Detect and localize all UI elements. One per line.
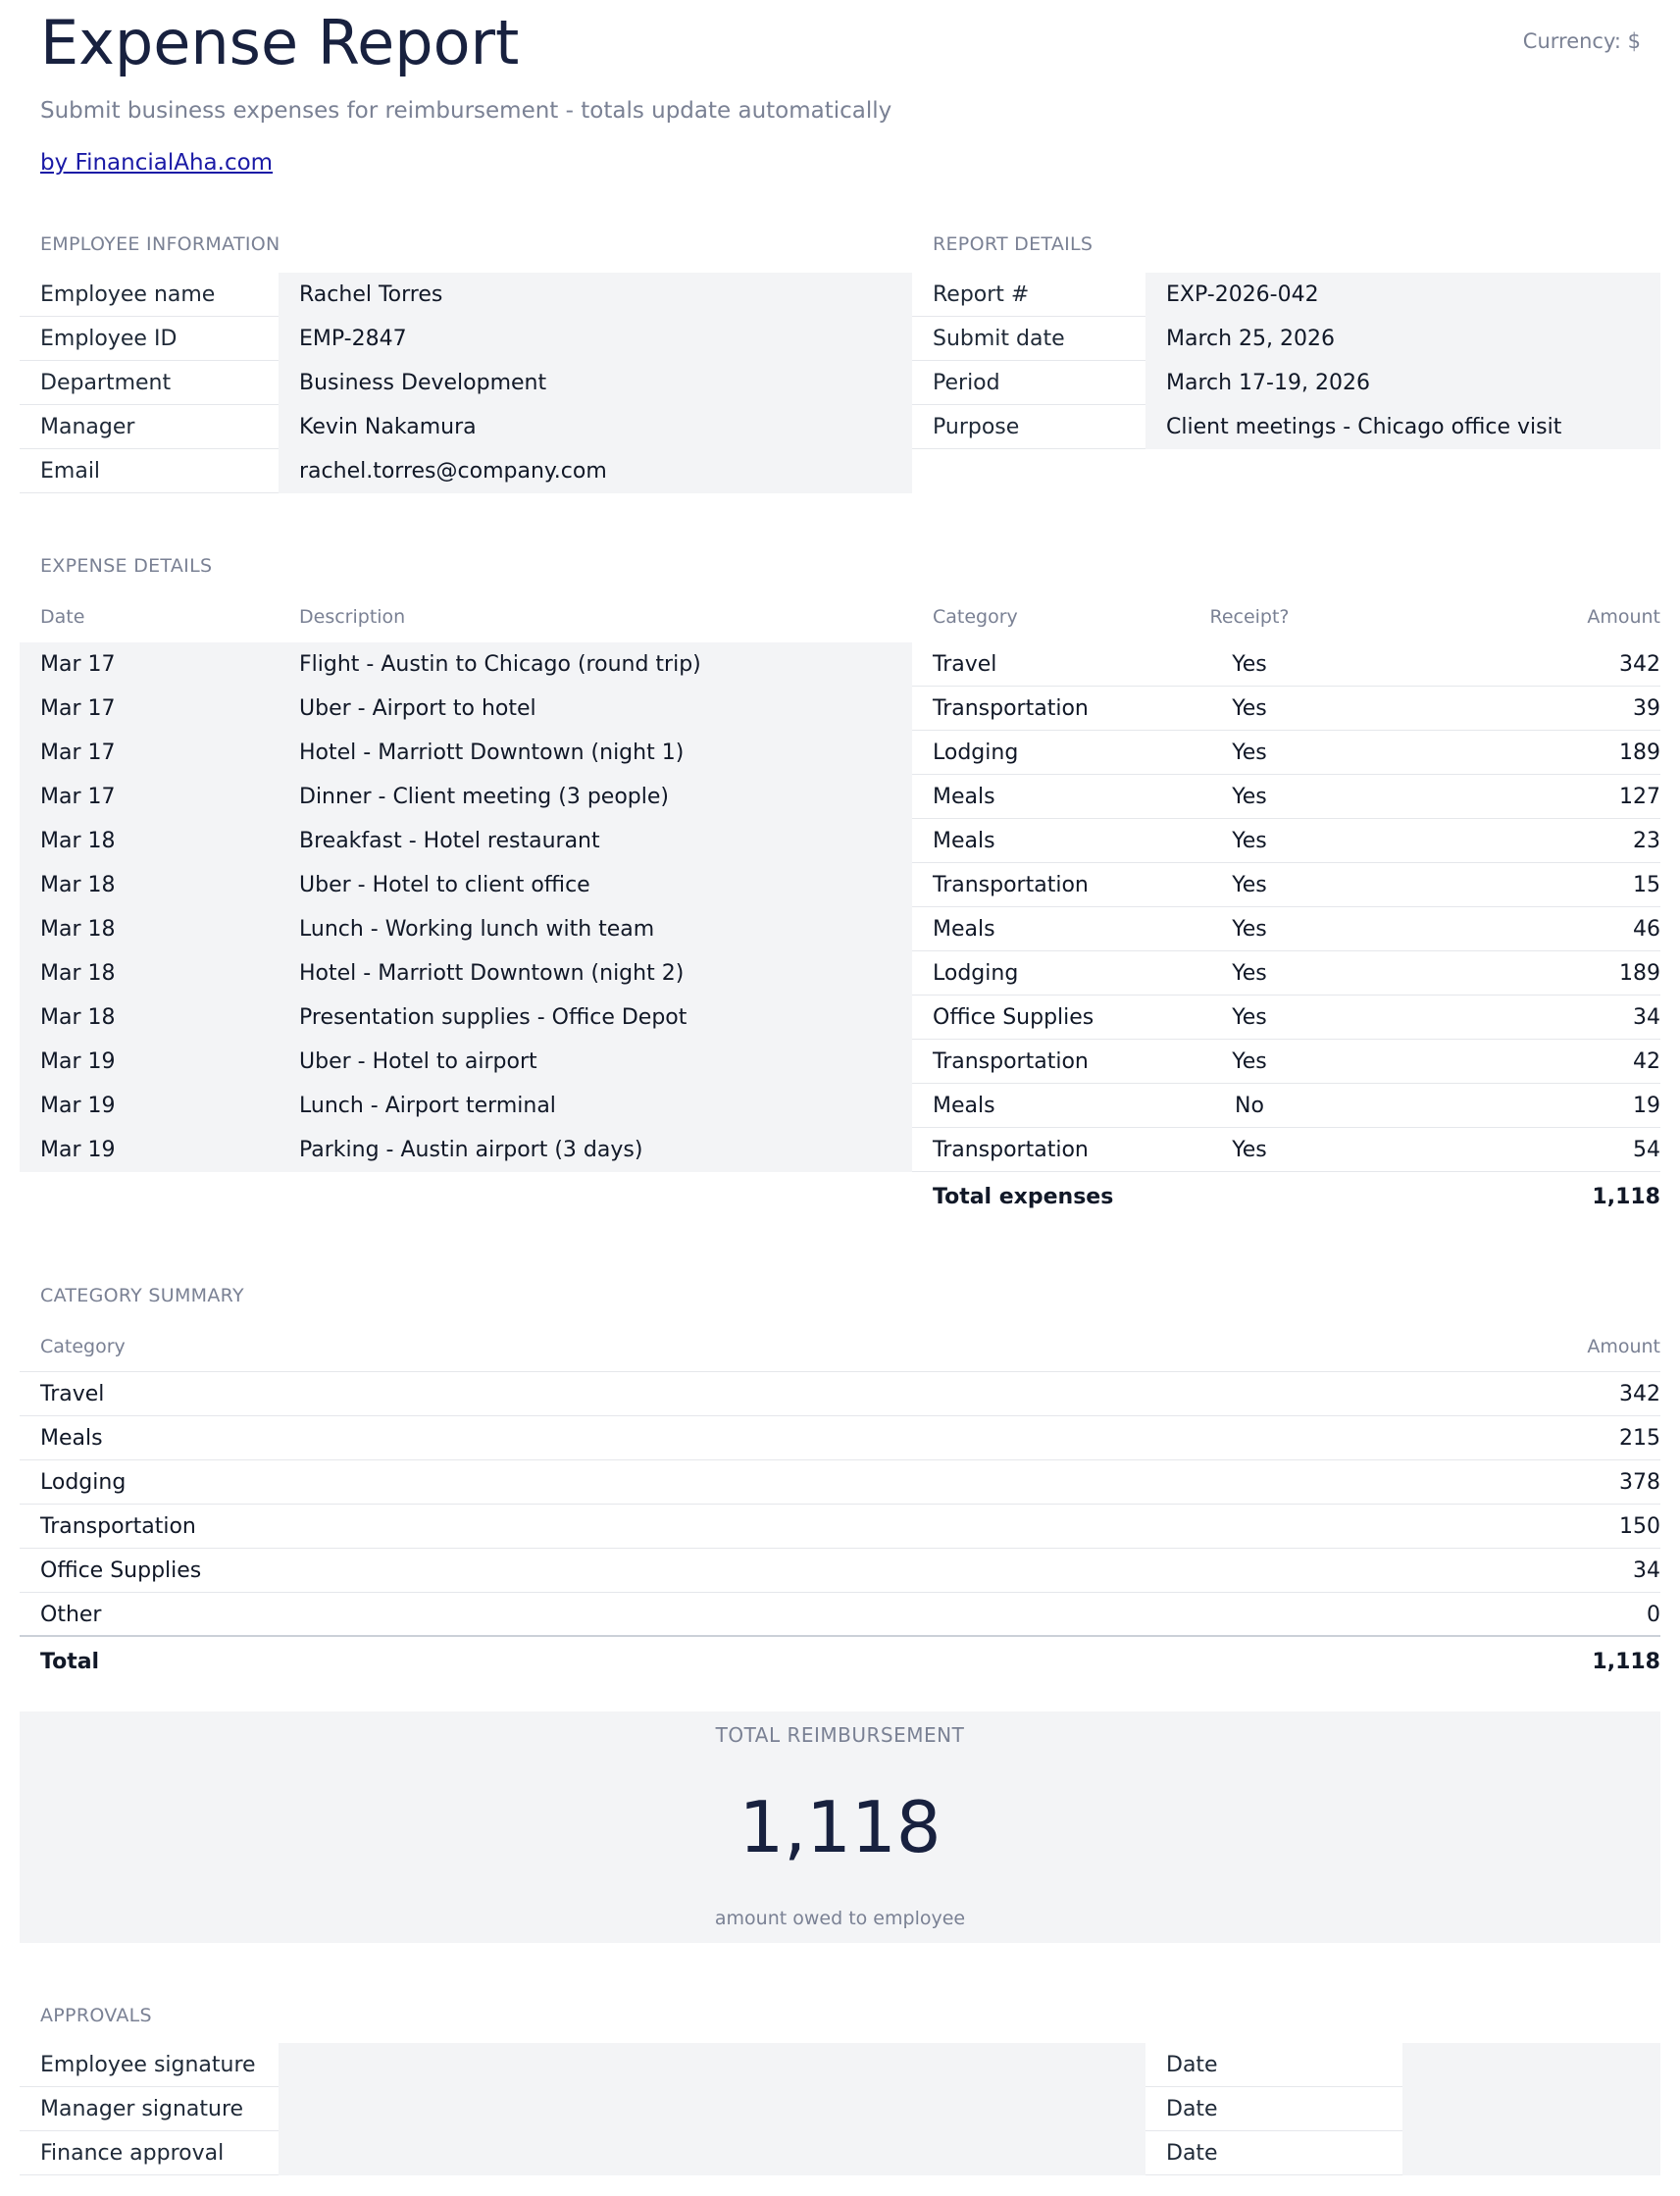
summary-row (20, 1460, 1660, 1505)
expense-description-cell[interactable]: Uber - Hotel to airport (279, 1040, 912, 1084)
currency-indicator: Currency: $ (1522, 29, 1641, 53)
expense-category-cell[interactable]: Meals (912, 1084, 1145, 1128)
expense-row (20, 863, 1660, 907)
expense-category-cell[interactable]: Office Supplies (912, 996, 1145, 1040)
expense-receipt-cell[interactable]: Yes (1145, 1128, 1353, 1172)
expense-date-cell[interactable]: Mar 18 (20, 996, 279, 1040)
employee-signature-field[interactable] (279, 2043, 1145, 2087)
section-category-summary: CATEGORY SUMMARY (40, 1285, 244, 1306)
manager-row (20, 405, 912, 449)
total-reimbursement-card (20, 1711, 1660, 1943)
expense-total-row (20, 1172, 1660, 1223)
section-approvals: APPROVALS (40, 2005, 152, 2026)
expense-description-cell[interactable]: Lunch - Airport terminal (279, 1084, 912, 1128)
submit-date-field[interactable]: March 25, 2026 (1145, 317, 1660, 361)
reimbursement-amount: 1,118 (738, 1786, 942, 1868)
expense-receipt-cell[interactable]: Yes (1145, 642, 1353, 687)
expense-receipt-cell[interactable]: No (1145, 1084, 1353, 1128)
approval-row-finance (20, 2131, 1660, 2175)
section-expense-details: EXPENSE DETAILS (40, 555, 213, 577)
field-label: Email (20, 449, 279, 493)
department-row (20, 361, 912, 405)
field-label: Period (912, 361, 1145, 405)
expense-row (20, 687, 1660, 731)
expense-description-cell[interactable]: Dinner - Client meeting (3 people) (279, 775, 912, 819)
expense-row (20, 996, 1660, 1040)
expense-description-cell[interactable]: Presentation supplies - Office Depot (279, 996, 912, 1040)
page-title: Expense Report (40, 7, 520, 78)
report-details-table (912, 273, 1660, 449)
expense-row (20, 731, 1660, 775)
summary-category-cell: Other (40, 1603, 102, 1627)
manager-signature-field[interactable] (279, 2087, 1145, 2131)
email-field[interactable]: rachel.torres@company.com (279, 449, 912, 493)
summary-amount-cell: 342 (1619, 1382, 1660, 1406)
expense-row (20, 907, 1660, 951)
expense-category-cell[interactable]: Travel (912, 642, 1145, 687)
employee-name-field[interactable]: Rachel Torres (279, 273, 912, 317)
summary-category-cell: Transportation (40, 1514, 196, 1539)
field-label: Purpose (912, 405, 1145, 449)
summary-row (20, 1372, 1660, 1416)
summary-row (20, 1416, 1660, 1460)
expense-category-cell[interactable]: Lodging (912, 731, 1145, 775)
expense-category-cell[interactable]: Lodging (912, 951, 1145, 996)
expense-amount-cell[interactable]: 42 (1353, 1040, 1660, 1084)
field-label: Employee name (20, 273, 279, 317)
expense-description-cell[interactable]: Hotel - Marriott Downtown (night 1) (279, 731, 912, 775)
summary-row (20, 1549, 1660, 1593)
expense-date-cell[interactable]: Mar 18 (20, 819, 279, 863)
expense-category-cell[interactable]: Transportation (912, 687, 1145, 731)
summary-amount-cell: 34 (1633, 1558, 1660, 1583)
summary-rows (20, 1372, 1660, 1637)
expense-date-cell[interactable]: Mar 19 (20, 1084, 279, 1128)
summary-total-row (20, 1637, 1660, 1688)
approval-label: Finance approval (20, 2131, 279, 2175)
summary-category-cell: Lodging (40, 1470, 127, 1495)
submit-date-row (912, 317, 1660, 361)
expense-amount-cell[interactable]: 46 (1353, 907, 1660, 951)
manager-signature-date-field[interactable] (1402, 2087, 1660, 2131)
expense-amount-cell[interactable]: 23 (1353, 819, 1660, 863)
summary-category-cell: Office Supplies (40, 1558, 202, 1583)
expense-receipt-cell[interactable]: Yes (1145, 907, 1353, 951)
expense-row (20, 1084, 1660, 1128)
summary-row (20, 1505, 1660, 1549)
category-summary-table (20, 1321, 1660, 1688)
employee-id-row (20, 317, 912, 361)
expense-date-cell[interactable]: Mar 17 (20, 642, 279, 687)
summary-amount-cell: 215 (1619, 1426, 1660, 1451)
date-label: Date (1145, 2043, 1402, 2087)
expense-receipt-cell[interactable]: Yes (1145, 1040, 1353, 1084)
expense-description-cell[interactable]: Flight - Austin to Chicago (round trip) (279, 642, 912, 687)
expense-date-cell[interactable]: Mar 17 (20, 687, 279, 731)
expense-amount-cell[interactable]: 34 (1353, 996, 1660, 1040)
summary-row (20, 1593, 1660, 1637)
finance-approval-date-field[interactable] (1402, 2131, 1660, 2175)
approvals-table (20, 2043, 1660, 2175)
expense-description-cell[interactable]: Breakfast - Hotel restaurant (279, 819, 912, 863)
expense-amount-cell[interactable]: 54 (1353, 1128, 1660, 1172)
expense-row (20, 775, 1660, 819)
expense-category-cell[interactable]: Transportation (912, 1040, 1145, 1084)
expense-row (20, 642, 1660, 687)
expense-rows (20, 642, 1660, 1172)
total-expenses-label: Total expenses (933, 1185, 1114, 1209)
expense-table-header (20, 591, 1660, 642)
report-number-row (912, 273, 1660, 317)
column-header-category: Category (40, 1336, 126, 1357)
expense-date-cell[interactable]: Mar 19 (20, 1128, 279, 1172)
period-field[interactable]: March 17-19, 2026 (1145, 361, 1660, 405)
field-label: Report # (912, 273, 1145, 317)
expense-description-cell[interactable]: Parking - Austin airport (3 days) (279, 1128, 912, 1172)
employee-id-field[interactable]: EMP-2847 (279, 317, 912, 361)
summary-total-value: 1,118 (1592, 1650, 1660, 1674)
column-header-description: Description (299, 606, 406, 628)
expense-amount-cell[interactable]: 189 (1353, 731, 1660, 775)
expense-category-cell[interactable]: Meals (912, 775, 1145, 819)
expense-amount-cell[interactable]: 39 (1353, 687, 1660, 731)
expense-table (20, 591, 1660, 1223)
section-employee-information: EMPLOYEE INFORMATION (40, 233, 280, 255)
field-label: Department (20, 361, 279, 405)
expense-row (20, 819, 1660, 863)
field-label: Manager (20, 405, 279, 449)
reimbursement-note: amount owed to employee (714, 1908, 966, 1929)
expense-amount-cell[interactable]: 127 (1353, 775, 1660, 819)
report-number-field[interactable]: EXP-2026-042 (1145, 273, 1660, 317)
section-report-details: REPORT DETAILS (933, 233, 1094, 255)
summary-table-header (20, 1321, 1660, 1372)
expense-receipt-cell[interactable]: Yes (1145, 996, 1353, 1040)
date-label: Date (1145, 2131, 1402, 2175)
total-expenses-value: 1,118 (1592, 1185, 1660, 1209)
expense-description-cell[interactable]: Uber - Hotel to client office (279, 863, 912, 907)
column-header-receipt: Receipt? (1209, 606, 1290, 628)
period-row (912, 361, 1660, 405)
purpose-row (912, 405, 1660, 449)
expense-amount-cell[interactable]: 342 (1353, 642, 1660, 687)
expense-category-cell[interactable]: Transportation (912, 1128, 1145, 1172)
page-subtitle: Submit business expenses for reimbursement - totals update automatically (40, 98, 892, 124)
expense-date-cell[interactable]: Mar 18 (20, 951, 279, 996)
column-header-date: Date (40, 606, 85, 628)
expense-date-cell[interactable]: Mar 18 (20, 907, 279, 951)
summary-amount-cell: 378 (1619, 1470, 1660, 1495)
field-label: Submit date (912, 317, 1145, 361)
approval-row-manager (20, 2087, 1660, 2131)
expense-receipt-cell[interactable]: Yes (1145, 687, 1353, 731)
expense-category-cell[interactable]: Transportation (912, 863, 1145, 907)
expense-amount-cell[interactable]: 15 (1353, 863, 1660, 907)
column-header-category: Category (933, 606, 1018, 628)
department-field[interactable]: Business Development (279, 361, 912, 405)
expense-category-cell[interactable]: Meals (912, 819, 1145, 863)
approval-label: Manager signature (20, 2087, 279, 2131)
summary-category-cell: Travel (40, 1382, 105, 1406)
column-header-amount: Amount (1587, 606, 1660, 628)
expense-description-cell[interactable]: Uber - Airport to hotel (279, 687, 912, 731)
approval-row-employee (20, 2043, 1660, 2087)
expense-row (20, 1040, 1660, 1084)
summary-total-label: Total (40, 1650, 100, 1674)
field-label: Employee ID (20, 317, 279, 361)
expense-category-cell[interactable]: Meals (912, 907, 1145, 951)
manager-field[interactable]: Kevin Nakamura (279, 405, 912, 449)
expense-date-cell[interactable]: Mar 19 (20, 1040, 279, 1084)
expense-receipt-cell[interactable]: Yes (1145, 731, 1353, 775)
email-row (20, 449, 912, 493)
expense-date-cell[interactable]: Mar 17 (20, 731, 279, 775)
employee-name-row (20, 273, 912, 317)
expense-receipt-cell[interactable]: Yes (1145, 951, 1353, 996)
date-label: Date (1145, 2087, 1402, 2131)
expense-date-cell[interactable]: Mar 18 (20, 863, 279, 907)
expense-receipt-cell[interactable]: Yes (1145, 863, 1353, 907)
expense-row (20, 1128, 1660, 1172)
byline-link[interactable]: by FinancialAha.com (40, 150, 274, 176)
expense-amount-cell[interactable]: 189 (1353, 951, 1660, 996)
expense-receipt-cell[interactable]: Yes (1145, 775, 1353, 819)
summary-amount-cell: 0 (1647, 1603, 1660, 1627)
expense-row (20, 951, 1660, 996)
employee-info-table (20, 273, 912, 493)
column-header-amount: Amount (1587, 1336, 1660, 1357)
expense-description-cell[interactable]: Lunch - Working lunch with team (279, 907, 912, 951)
summary-category-cell: Meals (40, 1426, 103, 1451)
purpose-field[interactable]: Client meetings - Chicago office visit (1145, 405, 1660, 449)
expense-description-cell[interactable]: Hotel - Marriott Downtown (night 2) (279, 951, 912, 996)
employee-signature-date-field[interactable] (1402, 2043, 1660, 2087)
expense-amount-cell[interactable]: 19 (1353, 1084, 1660, 1128)
expense-date-cell[interactable]: Mar 17 (20, 775, 279, 819)
summary-amount-cell: 150 (1619, 1514, 1660, 1539)
expense-receipt-cell[interactable]: Yes (1145, 819, 1353, 863)
finance-approval-field[interactable] (279, 2131, 1145, 2175)
approval-label: Employee signature (20, 2043, 279, 2087)
reimbursement-label: TOTAL REIMBURSEMENT (715, 1723, 965, 1747)
